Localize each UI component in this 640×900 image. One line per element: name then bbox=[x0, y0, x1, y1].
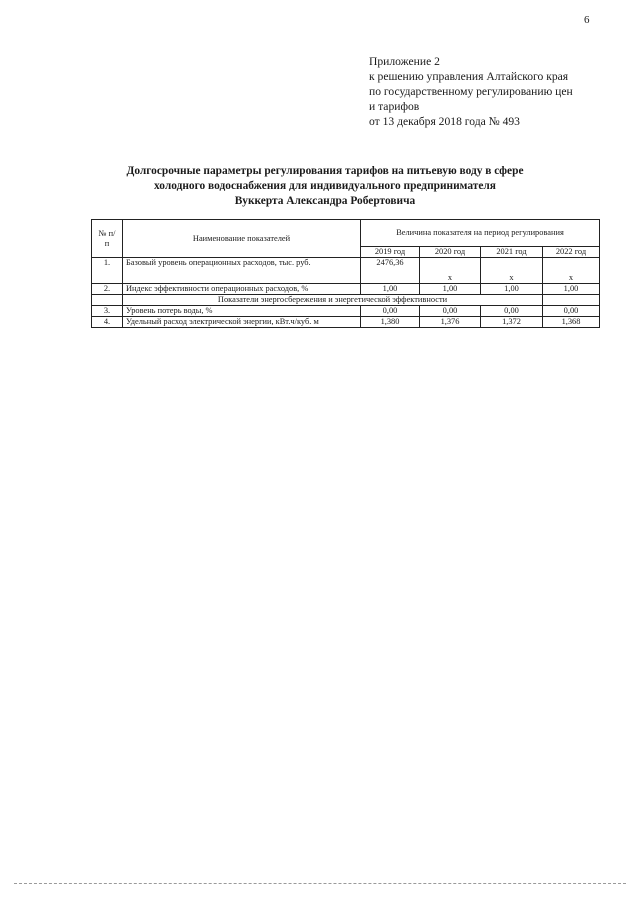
row-name: Удельный расход электрической энергии, кВт.ч/куб. м bbox=[123, 317, 361, 328]
scan-edge-line bbox=[14, 883, 626, 884]
row-value: x bbox=[543, 258, 600, 284]
appendix-line: к решению управления Алтайского края bbox=[369, 70, 569, 83]
header-year: 2021 год bbox=[481, 247, 543, 258]
row-value: 0,00 bbox=[361, 306, 420, 317]
parameters-table bbox=[91, 219, 600, 328]
title-line: Вуккерта Александра Робертовича bbox=[234, 195, 416, 207]
row-value: 0,00 bbox=[420, 306, 481, 317]
header-period: Величина показателя на период регулирования bbox=[361, 220, 600, 247]
row-num: 1. bbox=[92, 258, 123, 284]
row-value: 1,00 bbox=[361, 284, 420, 295]
row-value: 2476,36 bbox=[361, 258, 420, 284]
row-value: 1,380 bbox=[361, 317, 420, 328]
header-year: 2020 год bbox=[420, 247, 481, 258]
table-row bbox=[92, 306, 600, 317]
table-row bbox=[92, 284, 600, 295]
header-name: Наименование показателей bbox=[123, 220, 361, 258]
page-number: 6 bbox=[584, 14, 590, 26]
title-line: холодного водоснабжения для индивидуального предпринимателя bbox=[154, 180, 496, 192]
row-value: 1,372 bbox=[481, 317, 543, 328]
row-name: Уровень потерь воды, % bbox=[123, 306, 361, 317]
appendix-block bbox=[369, 54, 573, 129]
row-value: x bbox=[420, 258, 481, 284]
row-num: 4. bbox=[92, 317, 123, 328]
row-value: 0,00 bbox=[543, 306, 600, 317]
row-value: 0,00 bbox=[481, 306, 543, 317]
section-spacer bbox=[543, 295, 600, 306]
appendix-line: по государственному регулированию цен bbox=[369, 85, 573, 98]
section-spacer bbox=[92, 295, 123, 306]
header-year: 2022 год bbox=[543, 247, 600, 258]
row-name: Индекс эффективности операционных расходов, % bbox=[123, 284, 361, 295]
appendix-line: и тарифов bbox=[369, 100, 420, 113]
row-value: 1,00 bbox=[420, 284, 481, 295]
row-value: 1,376 bbox=[420, 317, 481, 328]
title-line: Долгосрочные параметры регулирования тарифов на питьевую воду в сфере bbox=[126, 165, 524, 177]
row-value: x bbox=[481, 258, 543, 284]
section-heading: Показатели энергосбережения и энергетической эффективности bbox=[123, 295, 543, 306]
row-num: 2. bbox=[92, 284, 123, 295]
table-row bbox=[92, 317, 600, 328]
appendix-line: от 13 декабря 2018 года № 493 bbox=[369, 115, 520, 128]
header-year: 2019 год bbox=[361, 247, 420, 258]
row-value: 1,00 bbox=[543, 284, 600, 295]
table-row bbox=[92, 258, 600, 284]
appendix-line: Приложение 2 bbox=[369, 55, 440, 68]
section-row bbox=[92, 295, 600, 306]
document-title bbox=[100, 164, 550, 209]
row-num: 3. bbox=[92, 306, 123, 317]
row-name: Базовый уровень операционных расходов, тыс. руб. bbox=[123, 258, 361, 284]
row-value: 1,368 bbox=[543, 317, 600, 328]
header-num: № п/п bbox=[92, 220, 123, 258]
row-value: 1,00 bbox=[481, 284, 543, 295]
